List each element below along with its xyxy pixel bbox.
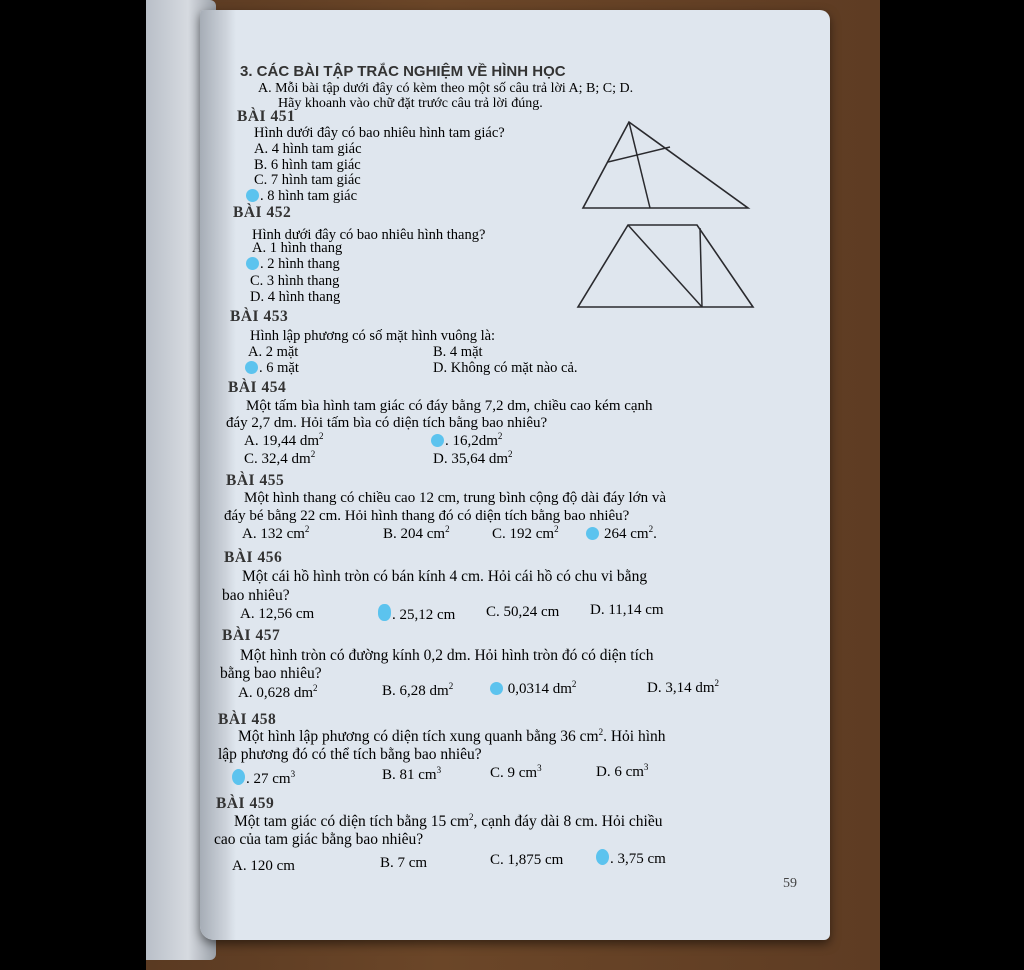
b451-option-c: C. 7 hình tam giác — [254, 172, 361, 188]
b455-option-d: 264 $cm^2$. — [586, 526, 657, 542]
b455-option-c: C. 192 $cm^2$ — [492, 524, 559, 542]
b459-question-line-1: Một tam giác có diện tích bằng 15 $cm^2$, cạnh đáy dài 8 cm. Hỏi chiều — [234, 811, 663, 830]
b457-option-c: 0,0314 $dm^2$ — [490, 681, 576, 697]
b458-option-d: D. 6 $cm^3$ — [596, 762, 649, 780]
b452-option-d: D. 4 hình thang — [250, 289, 341, 305]
b453-option-d: D. Không có mặt nào cả. — [433, 360, 578, 376]
b455-question-line-1: Một hình thang có chiều cao 12 cm, trung bình cộng độ dài đáy lớn và — [244, 490, 667, 506]
b458-title: BÀI 458 — [218, 711, 277, 728]
b453-option-b: B. 4 mặt — [433, 344, 483, 360]
b459-option-b: B. 7 cm — [380, 855, 428, 871]
b456-question-line-2: bao nhiêu? — [222, 587, 290, 604]
b456-option-c: C. 50,24 cm — [486, 604, 560, 620]
b453-title: BÀI 453 — [230, 308, 289, 325]
b451-option-b: B. 6 hình tam giác — [254, 157, 361, 173]
b453-question: Hình lập phương có số mặt hình vuông là: — [250, 328, 496, 344]
answer-mark-icon — [232, 769, 245, 785]
b457-option-a: A. 0,628 $dm^2$ — [238, 683, 318, 701]
b451-option-a: A. 4 hình tam giác — [254, 141, 362, 157]
b457-option-d: D. 3,14 $dm^2$ — [647, 678, 719, 696]
b456-title: BÀI 456 — [224, 549, 283, 566]
b454-option-a: A. 19,44 $dm^2$ — [244, 431, 324, 449]
section-title: 3. CÁC BÀI TẬP TRẮC NGHIỆM VỀ HÌNH HỌC — [240, 63, 566, 80]
b453-option-a: A. 2 mặt — [248, 344, 299, 360]
answer-mark-icon — [431, 434, 444, 447]
b451-option-d: . 8 hình tam giác — [246, 188, 357, 204]
instruction-line-2: Hãy khoanh vào chữ đặt trước câu trả lời đúng. — [278, 96, 543, 111]
b458-question-line-2: lập phương đó có thể tích bằng bao nhiêu? — [218, 746, 482, 763]
b456-option-a: A. 12,56 cm — [240, 606, 315, 622]
b456-option-b: . 25,12 cm — [378, 604, 455, 623]
b459-option-d: . 3,75 cm — [596, 849, 666, 867]
b453-option-c: . 6 mặt — [245, 360, 299, 376]
b458-question-line-1: Một hình lập phương có diện tích xung quanh bằng 36 $cm^2$. Hỏi hình — [238, 726, 666, 745]
b455-title: BÀI 455 — [226, 472, 285, 489]
b456-question-line-1: Một cái hồ hình tròn có bán kính 4 cm. Hỏi cái hồ có chu vi bằng — [242, 568, 648, 585]
answer-mark-icon — [378, 604, 391, 621]
b457-option-b: B. 6,28 $dm^2$ — [382, 681, 454, 699]
b456-option-d: D. 11,14 cm — [590, 602, 664, 618]
b458-option-a: . 27 $cm^3$ — [232, 769, 295, 787]
b455-question-line-2: đáy bé bằng 22 cm. Hỏi hình thang đó có diện tích bằng bao nhiêu? — [224, 508, 630, 524]
b457-title: BÀI 457 — [222, 627, 281, 644]
b454-question-line-2: đáy 2,7 dm. Hỏi tấm bìa có diện tích bằng bao nhiêu? — [226, 415, 548, 431]
b454-title: BÀI 454 — [228, 379, 287, 396]
b457-question-line-2: bằng bao nhiêu? — [220, 665, 322, 682]
b454-option-b: . $16,2dm^2$ — [431, 433, 502, 449]
b455-option-b: B. 204 $cm^2$ — [383, 524, 450, 542]
b454-option-d: D. 35,64 $dm^2$ — [433, 449, 513, 467]
b458-option-b: B. 81 $cm^3$ — [382, 765, 442, 783]
b459-title: BÀI 459 — [216, 795, 275, 812]
b454-option-c: C. 32,4 $dm^2$ — [244, 449, 316, 467]
instruction-line-1: A. Mỗi bài tập dưới đây có kèm theo một số câu trả lời A; B; C; D. — [258, 81, 634, 96]
b457-question-line-1: Một hình tròn có đường kính 0,2 dm. Hỏi hình tròn đó có diện tích — [240, 647, 654, 664]
b455-option-a: A. 132 $cm^2$ — [242, 524, 310, 542]
b452-title: BÀI 452 — [233, 204, 292, 221]
b459-option-c: C. 1,875 cm — [490, 852, 564, 868]
b452-option-a: A. 1 hình thang — [252, 240, 343, 256]
b451-question: Hình dưới đây có bao nhiêu hình tam giác? — [254, 125, 505, 141]
b459-question-line-2: cao của tam giác bằng bao nhiêu? — [214, 831, 424, 848]
b454-question-line-1: Một tấm bìa hình tam giác có đáy bằng 7,2 dm, chiều cao kém cạnh — [246, 398, 653, 414]
answer-mark-icon — [245, 361, 258, 374]
b451-title: BÀI 451 — [237, 108, 296, 125]
b459-option-a: A. 120 cm — [232, 858, 295, 874]
b458-option-c: C. 9 $cm^3$ — [490, 763, 542, 781]
b452-option-b: . 2 hình thang — [246, 256, 340, 272]
book-page — [200, 10, 830, 940]
answer-mark-icon — [596, 849, 609, 865]
b452-option-c: C. 3 hình thang — [250, 273, 340, 289]
b452-trapezoid-figure — [200, 10, 830, 940]
answer-mark-icon — [586, 527, 599, 540]
page-number: 59 — [783, 876, 797, 891]
b452-question: Hình dưới đây có bao nhiêu hình thang? — [252, 227, 486, 243]
answer-mark-icon — [490, 682, 503, 695]
